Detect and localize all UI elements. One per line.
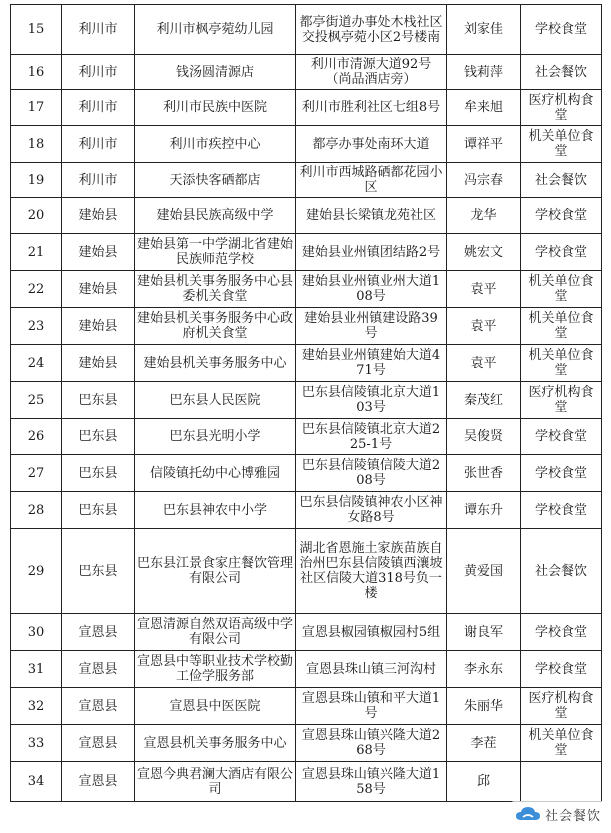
address-cell: 都亭街道办事处木栈社区交投枫亭菀小区2号楼南 bbox=[296, 5, 447, 55]
address-cell: 都亭办事处南环大道 bbox=[296, 126, 447, 163]
address-cell: 建始县业州镇建始大道471号 bbox=[296, 345, 447, 382]
category-cell: 学校食堂 bbox=[521, 614, 602, 651]
county-cell: 巴东县 bbox=[62, 529, 135, 614]
category-cell: 学校食堂 bbox=[521, 419, 602, 455]
county-cell: 宣恩县 bbox=[62, 651, 135, 688]
address-cell: 巴东县信陵镇神农小区神女路8号 bbox=[296, 492, 447, 529]
row-number: 31 bbox=[11, 651, 62, 688]
contact-person-cell: 刘家佳 bbox=[447, 5, 521, 55]
unit-name-cell: 宣恩县中医医院 bbox=[135, 688, 296, 725]
watermark-text: 社会餐饮 bbox=[544, 808, 601, 824]
contact-person-cell: 谭东升 bbox=[447, 492, 521, 529]
contact-person-cell: 牟来旭 bbox=[447, 90, 521, 126]
contact-person-cell: 朱丽华 bbox=[447, 688, 521, 725]
county-cell: 宣恩县 bbox=[62, 614, 135, 651]
unit-name-cell: 利川市疾控中心 bbox=[135, 126, 296, 163]
address-cell: 利川市西城路硒都花园小区 bbox=[296, 163, 447, 198]
county-cell: 宣恩县 bbox=[62, 688, 135, 725]
unit-name-cell: 巴东县人民医院 bbox=[135, 382, 296, 419]
address-cell: 巴东县信陵镇北京大道103号 bbox=[296, 382, 447, 419]
row-number: 34 bbox=[11, 762, 62, 802]
county-cell: 巴东县 bbox=[62, 419, 135, 455]
table-row bbox=[11, 382, 602, 419]
row-number: 30 bbox=[11, 614, 62, 651]
county-cell: 利川市 bbox=[62, 5, 135, 55]
row-number: 21 bbox=[11, 234, 62, 271]
address-cell: 利川市清源大道92号（尚品酒店旁） bbox=[296, 55, 447, 90]
unit-name-cell: 宣恩县中等职业技术学校勤工俭学服务部 bbox=[135, 651, 296, 688]
category-cell: 机关单位食堂 bbox=[521, 126, 602, 163]
contact-person-cell: 秦茂红 bbox=[447, 382, 521, 419]
unit-name-cell: 建始县机关事务服务中心政府机关食堂 bbox=[135, 308, 296, 345]
table-row bbox=[11, 5, 602, 55]
row-number: 24 bbox=[11, 345, 62, 382]
unit-name-cell: 利川市民族中医院 bbox=[135, 90, 296, 126]
unit-name-cell: 钱汤圆清源店 bbox=[135, 55, 296, 90]
category-cell: 医疗机构食堂 bbox=[521, 90, 602, 126]
row-number: 19 bbox=[11, 163, 62, 198]
row-number: 28 bbox=[11, 492, 62, 529]
contact-person-cell: 谭祥平 bbox=[447, 126, 521, 163]
address-cell: 建始县长梁镇龙苑社区 bbox=[296, 198, 447, 234]
county-cell: 利川市 bbox=[62, 163, 135, 198]
contact-person-cell: 袁平 bbox=[447, 271, 521, 308]
row-number: 27 bbox=[11, 455, 62, 492]
cloud-icon bbox=[515, 804, 541, 824]
row-number: 23 bbox=[11, 308, 62, 345]
unit-name-cell: 宣恩今典君澜大酒店有限公司 bbox=[135, 762, 296, 802]
unit-name-cell: 宣恩县机关事务服务中心 bbox=[135, 725, 296, 762]
registry-table bbox=[10, 4, 602, 802]
row-number: 29 bbox=[11, 529, 62, 614]
unit-name-cell: 建始县民族高级中学 bbox=[135, 198, 296, 234]
category-cell: 机关单位食堂 bbox=[521, 271, 602, 308]
watermark bbox=[511, 801, 605, 827]
table-row bbox=[11, 492, 602, 529]
contact-person-cell: 吴俊贤 bbox=[447, 419, 521, 455]
row-number: 22 bbox=[11, 271, 62, 308]
table-row bbox=[11, 419, 602, 455]
address-cell: 建始县业州镇团结路2号 bbox=[296, 234, 447, 271]
row-number: 20 bbox=[11, 198, 62, 234]
unit-name-cell: 信陵镇托幼中心博雅园 bbox=[135, 455, 296, 492]
contact-person-cell: 张世香 bbox=[447, 455, 521, 492]
table-body bbox=[11, 5, 602, 802]
county-cell: 建始县 bbox=[62, 198, 135, 234]
table-row bbox=[11, 198, 602, 234]
address-cell: 湖北省恩施土家族苗族自治州巴东县信陵镇西瀼坡社区信陵大道318号负一楼 bbox=[296, 529, 447, 614]
category-cell: 学校食堂 bbox=[521, 198, 602, 234]
address-cell: 巴东县信陵镇北京大道225-1号 bbox=[296, 419, 447, 455]
county-cell: 巴东县 bbox=[62, 455, 135, 492]
contact-person-cell: 李茬 bbox=[447, 725, 521, 762]
contact-person-cell: 李永东 bbox=[447, 651, 521, 688]
county-cell: 建始县 bbox=[62, 345, 135, 382]
table-row bbox=[11, 725, 602, 762]
unit-name-cell: 建始县机关事务服务中心 bbox=[135, 345, 296, 382]
category-cell: 社会餐饮 bbox=[521, 55, 602, 90]
county-cell: 宣恩县 bbox=[62, 762, 135, 802]
address-cell: 利川市胜利社区七组8号 bbox=[296, 90, 447, 126]
category-cell: 学校食堂 bbox=[521, 492, 602, 529]
row-number: 17 bbox=[11, 90, 62, 126]
county-cell: 建始县 bbox=[62, 234, 135, 271]
unit-name-cell: 建始县机关事务服务中心县委机关食堂 bbox=[135, 271, 296, 308]
table-row bbox=[11, 614, 602, 651]
table-row bbox=[11, 529, 602, 614]
category-cell: 机关单位食堂 bbox=[521, 308, 602, 345]
unit-name-cell: 巴东县光明小学 bbox=[135, 419, 296, 455]
category-cell: 学校食堂 bbox=[521, 234, 602, 271]
table-row bbox=[11, 271, 602, 308]
address-cell: 建始县业州镇业州大道108号 bbox=[296, 271, 447, 308]
unit-name-cell: 巴东县神农中小学 bbox=[135, 492, 296, 529]
category-cell: 医疗机构食堂 bbox=[521, 382, 602, 419]
category-cell: 学校食堂 bbox=[521, 5, 602, 55]
category-cell: 机关单位食堂 bbox=[521, 725, 602, 762]
contact-person-cell: 姚宏文 bbox=[447, 234, 521, 271]
row-number: 18 bbox=[11, 126, 62, 163]
table-row bbox=[11, 455, 602, 492]
contact-person-cell: 钱莉萍 bbox=[447, 55, 521, 90]
table-row bbox=[11, 163, 602, 198]
county-cell: 巴东县 bbox=[62, 492, 135, 529]
category-cell: 医疗机构食堂 bbox=[521, 688, 602, 725]
unit-name-cell: 利川市枫亭菀幼儿园 bbox=[135, 5, 296, 55]
address-cell: 宣恩县珠山镇和平大道1号 bbox=[296, 688, 447, 725]
unit-name-cell: 天添快客硒都店 bbox=[135, 163, 296, 198]
table-row bbox=[11, 762, 602, 802]
table-row bbox=[11, 90, 602, 126]
contact-person-cell: 袁平 bbox=[447, 345, 521, 382]
row-number: 33 bbox=[11, 725, 62, 762]
row-number: 26 bbox=[11, 419, 62, 455]
row-number: 32 bbox=[11, 688, 62, 725]
unit-name-cell: 宣恩清源自然双语高级中学有限公司 bbox=[135, 614, 296, 651]
address-cell: 建始县业州镇建设路39号 bbox=[296, 308, 447, 345]
address-cell: 宣恩县珠山镇兴隆大道268号 bbox=[296, 725, 447, 762]
county-cell: 巴东县 bbox=[62, 382, 135, 419]
table-row bbox=[11, 651, 602, 688]
unit-name-cell: 建始县第一中学湖北省建始民族师范学校 bbox=[135, 234, 296, 271]
address-cell: 巴东县信陵镇信陵大道208号 bbox=[296, 455, 447, 492]
contact-person-cell: 袁平 bbox=[447, 308, 521, 345]
county-cell: 利川市 bbox=[62, 55, 135, 90]
address-cell: 宣恩县椒园镇椒园村5组 bbox=[296, 614, 447, 651]
table-row bbox=[11, 55, 602, 90]
category-cell: 机关单位食堂 bbox=[521, 345, 602, 382]
row-number: 15 bbox=[11, 5, 62, 55]
row-number: 16 bbox=[11, 55, 62, 90]
county-cell: 建始县 bbox=[62, 271, 135, 308]
county-cell: 利川市 bbox=[62, 126, 135, 163]
category-cell bbox=[521, 762, 602, 802]
table-row bbox=[11, 308, 602, 345]
table-row bbox=[11, 345, 602, 382]
row-number: 25 bbox=[11, 382, 62, 419]
contact-person-cell: 冯宗春 bbox=[447, 163, 521, 198]
table-row bbox=[11, 688, 602, 725]
address-cell: 宣恩县珠山镇兴隆大道158号 bbox=[296, 762, 447, 802]
category-cell: 学校食堂 bbox=[521, 651, 602, 688]
contact-person-cell: 龙华 bbox=[447, 198, 521, 234]
county-cell: 宣恩县 bbox=[62, 725, 135, 762]
county-cell: 建始县 bbox=[62, 308, 135, 345]
address-cell: 宣恩县珠山镇三河沟村 bbox=[296, 651, 447, 688]
contact-person-cell: 邱 bbox=[447, 762, 521, 802]
contact-person-cell: 黄爱国 bbox=[447, 529, 521, 614]
contact-person-cell: 谢良军 bbox=[447, 614, 521, 651]
table-row bbox=[11, 126, 602, 163]
category-cell: 社会餐饮 bbox=[521, 163, 602, 198]
category-cell: 社会餐饮 bbox=[521, 529, 602, 614]
county-cell: 利川市 bbox=[62, 90, 135, 126]
unit-name-cell: 巴东县江景食家庄餐饮管理有限公司 bbox=[135, 529, 296, 614]
table-row bbox=[11, 234, 602, 271]
category-cell: 学校食堂 bbox=[521, 455, 602, 492]
